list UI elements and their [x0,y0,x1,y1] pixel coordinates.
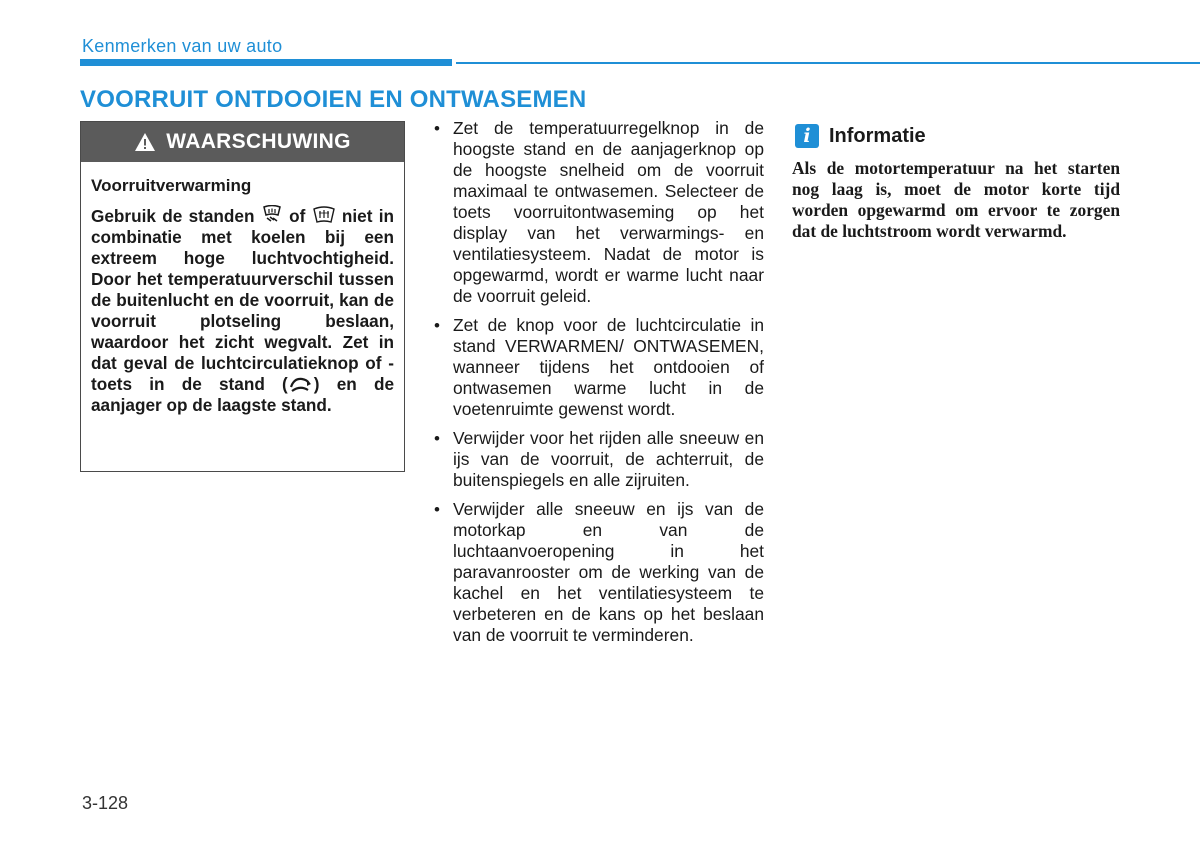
warning-triangle-icon [134,132,156,152]
info-header [795,124,926,148]
warning-box [80,121,405,472]
page-number: 3-128 [82,793,129,813]
header-rule-thick [80,59,452,66]
recirculation-icon [288,375,314,393]
bullet-dot: • [434,429,440,448]
warning-text-part: Gebruik de standen [91,206,261,226]
bullet-dot: • [434,316,440,335]
section-title: VOORRUIT ONTDOOIEN EN ONTWASEMEN [80,86,587,113]
warning-text [91,205,394,416]
header-rule-thin [456,62,1200,64]
list-item-text: Verwijder alle sneeuw en ijs van de motorkap en van de luchtaanvoeropening in het paravanrooster om de werking van de kachel en het ventilatiesysteem te verbeteren en de kans op het beslaan van de voorruit te verminderen. [453,499,764,645]
bullet-dot: • [434,500,440,519]
list-item [432,315,764,420]
list-item-text: Zet de temperatuurregelknop in de hoogste stand en de aanjagerknop op de hoogste snelheid om de voorruit maximaal te ontwasemen. Selecteer de toets voorruitontwaseming op het display van het verwarmings- en ventilatiesysteem. Nadat de motor is opgewarmd, wordt er warme lucht naar de voorruit geleid. [453,118,764,306]
chapter-label: Kenmerken van uw auto [82,36,283,56]
warning-text-part: of [282,206,312,226]
warning-heading: WAARSCHUWING [166,130,351,153]
windshield-defrost-icon [312,205,336,225]
info-title: Informatie [829,124,926,147]
list-item [432,428,764,491]
warning-text-part: ) en de aanjager op de laagste stand. [91,374,395,415]
warning-subtitle: Voorruitverwarming [91,176,252,195]
list-item [432,118,764,307]
list-item-text: Zet de knop voor de luchtcirculatie in stand VERWARMEN/ ONTWASEMEN, wanneer tijdens het ontdooien of ontwasemen warme lucht in de voetenruimte gewenst wordt. [453,315,764,419]
warning-text-part: niet in combinatie met koelen bij een extreem hoge luchtvochtigheid. Door het temperatuurverschil tussen de buitenlucht en de voorruit, kan de voorruit plotseling beslaan, waardoor het zicht wegvalt. Zet in dat geval de luchtcirculatieknop of -toets in de stand ( [91,206,395,394]
list-item [432,499,764,646]
list-item-text: Verwijder voor het rijden alle sneeuw en ijs van de voorruit, de achterruit, de buitenspiegels en alle zijruiten. [453,428,764,490]
bullet-dot: • [434,119,440,138]
defrost-floor-icon [261,205,283,225]
warning-header [81,122,404,162]
info-icon: i [795,124,819,148]
info-text: Als de motortemperatuur na het starten nog laag is, moet de motor korte tijd worden opgewarmd om ervoor te zorgen dat de luchtstroom wordt verwarmd. [792,158,1120,241]
instruction-list [432,118,764,654]
